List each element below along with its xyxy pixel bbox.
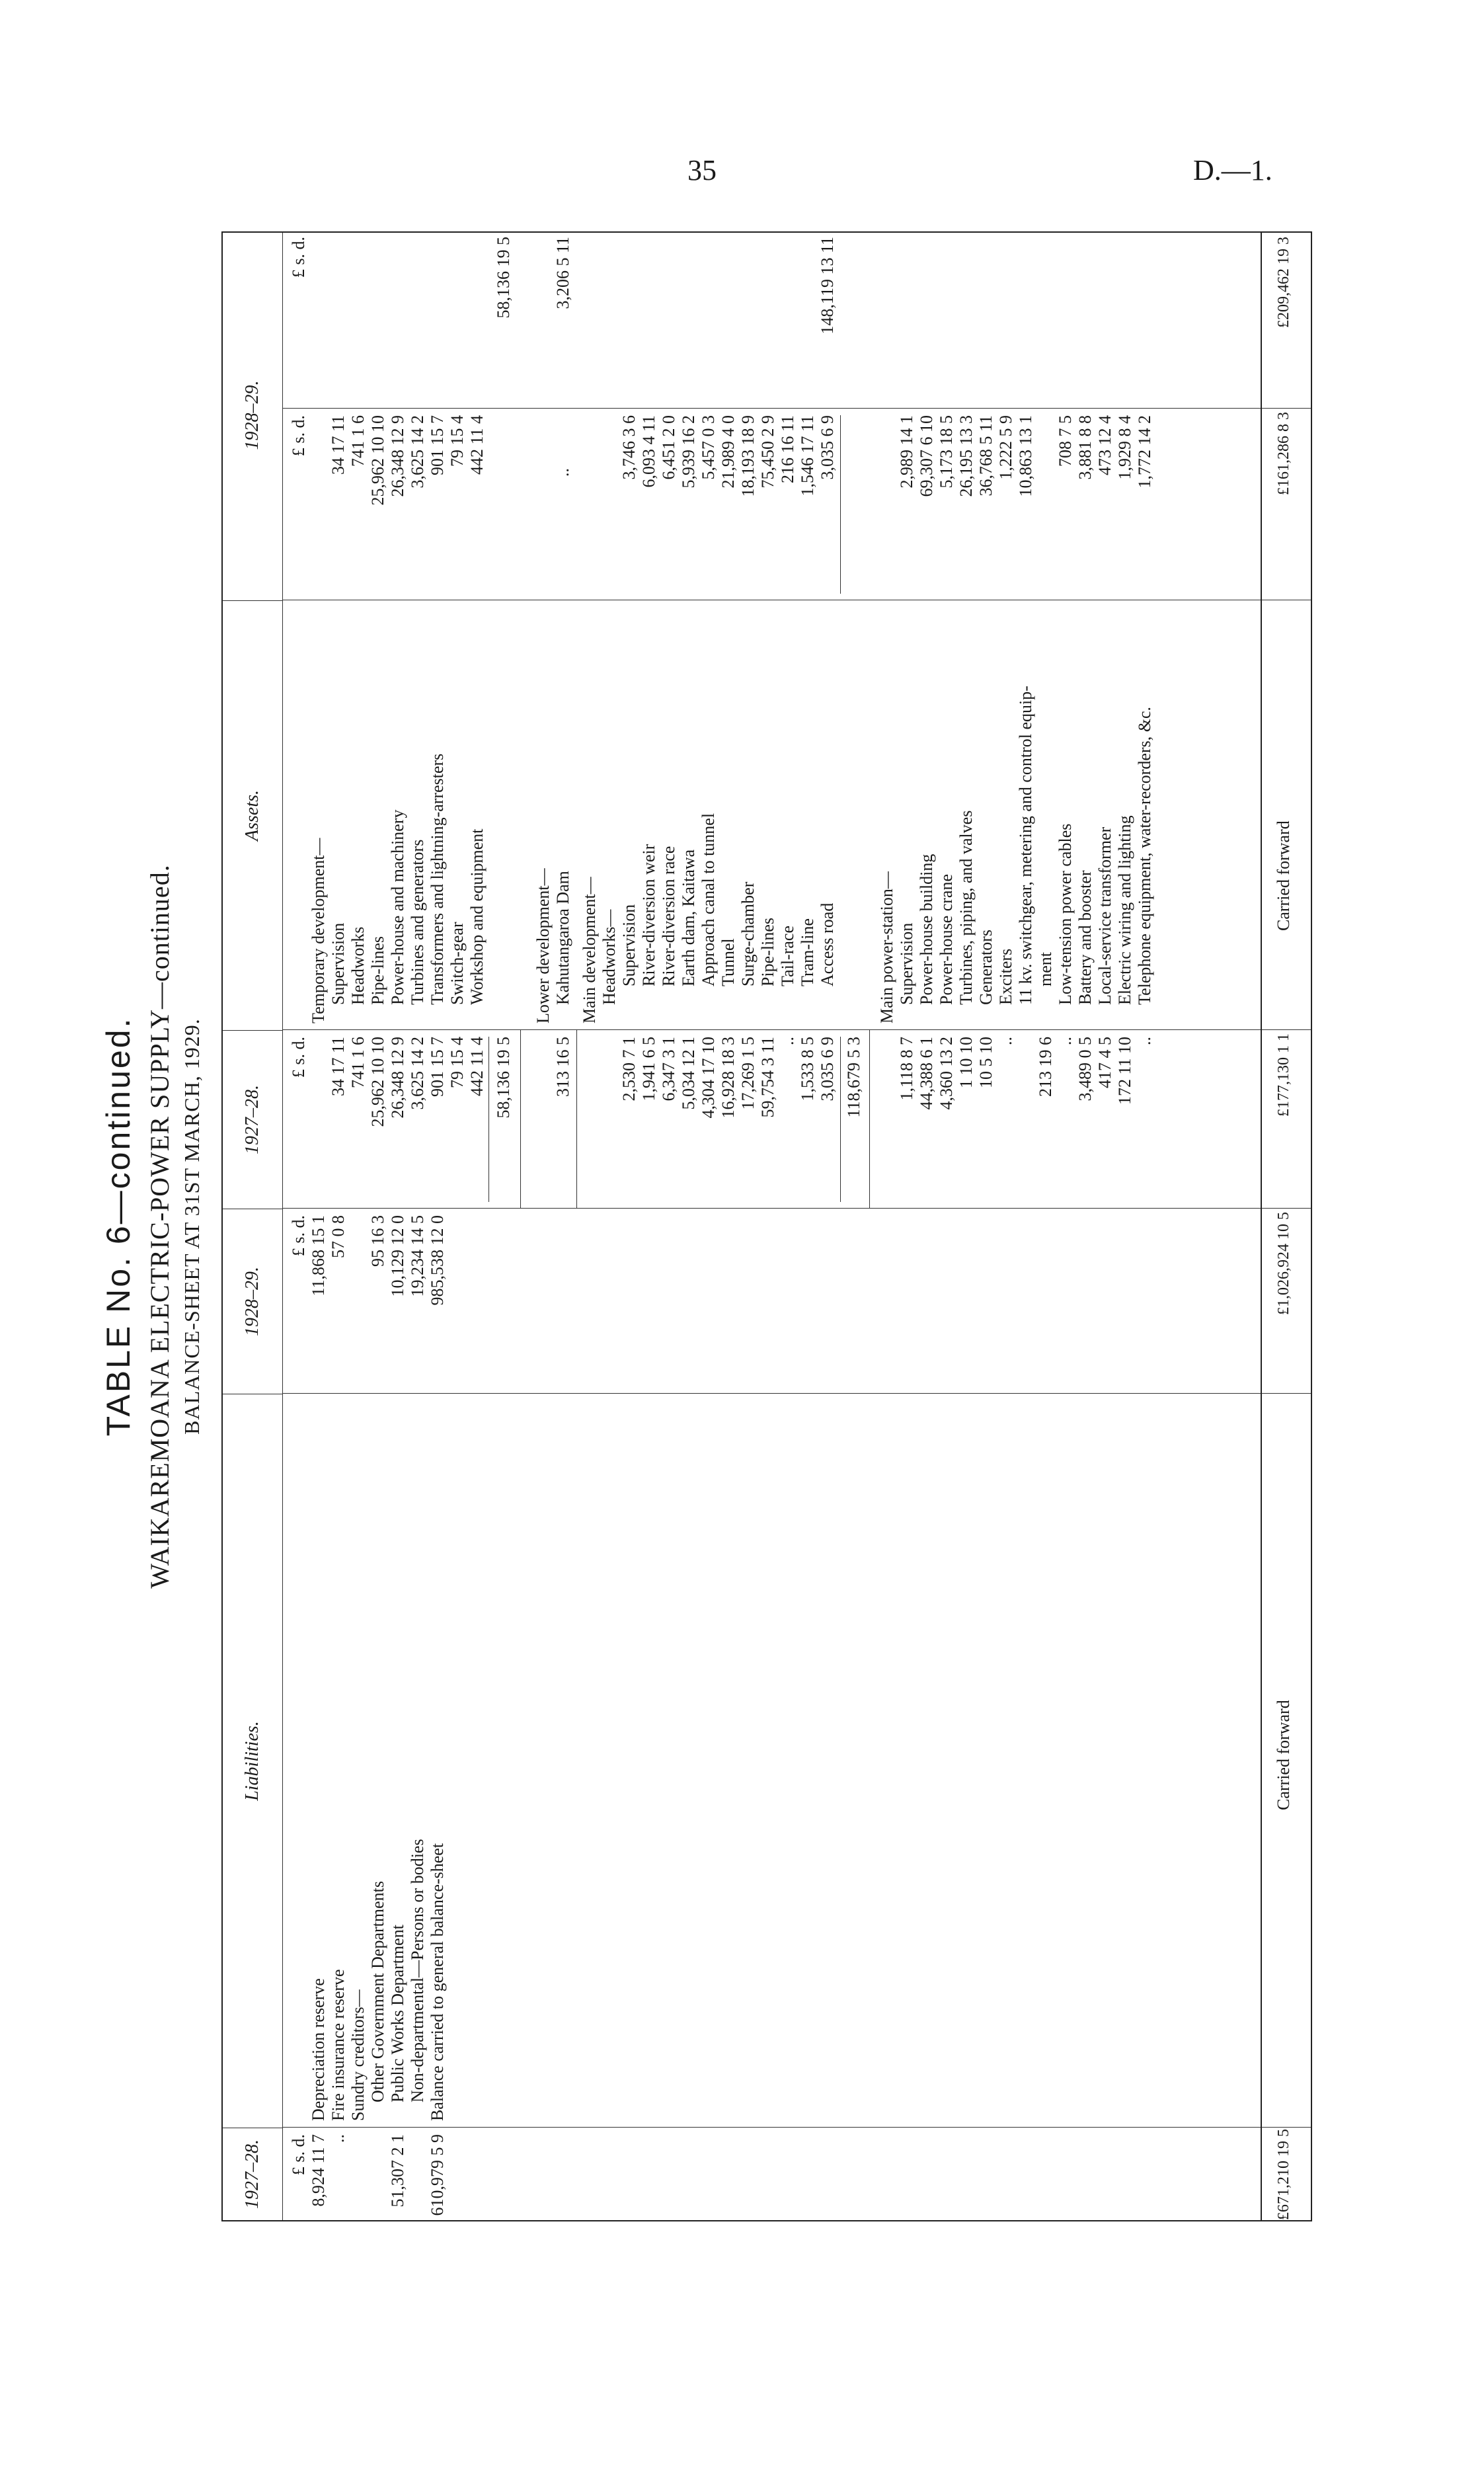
liability-1927: .. [329,2134,348,2143]
asset-1927: 44,388 6 1 [917,1037,936,1110]
subtotal-rule [840,415,841,594]
asset-1927: 213 19 6 [1036,1037,1055,1097]
section-rule [869,1030,870,1209]
asset-label: Battery and booster [1075,870,1095,1005]
header-liabilities: Liabilities. [223,1394,282,2128]
asset-1928: 3,035 6 9 [818,415,837,480]
section-rule [576,1030,577,1209]
asset-heading: Temporary development— [309,838,328,1023]
asset-1928: 1,772 14 2 [1135,415,1154,489]
asset-1928: 36,768 5 11 [976,415,996,497]
asset-1927: 4,304 17 10 [699,1037,718,1119]
asset-1928: 79 15 4 [448,415,467,467]
asset-1927: 26,348 12 9 [388,1037,407,1119]
asset-1928: 6,093 4 11 [639,415,658,488]
asset-label: Telephone equipment, water-recorders, &c. [1135,706,1154,1005]
liab-carried-forward-label: Carried forward [1274,1700,1293,1810]
asset-label: Supervision [329,922,348,1005]
liability-label: Other Government Departments [368,1880,387,2102]
asset-1928: 1,546 17 11 [798,415,817,497]
asset-label: Power-house crane [937,873,956,1005]
table-subtitle: WAIKAREMOANA ELECTRIC-POWER SUPPLY—continued. [145,864,175,1589]
asset-label: Electric wiring and lighting [1115,815,1134,1005]
lsd-label: £ s. d. [289,1037,308,1078]
page-number: 35 [687,154,717,186]
asset-label: Switch-gear [448,922,467,1005]
document-reference: D.—1. [1193,154,1272,186]
asset-1927: 442 11 4 [467,1037,487,1097]
column-divider [282,2127,1311,2128]
asset-1928: 26,348 12 9 [388,415,407,497]
lsd-label: £ s. d. [289,415,308,457]
column-divider [282,408,1311,409]
asset-1928: 18,193 18 9 [738,415,758,497]
asset-heading: Main development— [580,877,599,1023]
liability-1928: 10,129 12 0 [388,1215,407,1297]
liab-carried-1928: £1,026,924 10 5 [1275,1212,1292,1315]
asset-label: Supervision [619,904,639,986]
asset-1928: 5,457 0 3 [699,415,718,480]
asset-label: Pipe-lines [758,918,777,986]
liability-1928: 985,538 12 0 [428,1215,447,1306]
asset-label: 11 kv. switchgear, metering and control equip- [1016,686,1035,1005]
asset-1928: 3,625 14 2 [408,415,427,489]
asset-1928: 75,450 2 9 [758,415,777,489]
asset-1928: 741 1 6 [348,415,368,467]
lsd-label: £ s. d. [289,237,308,278]
asset-label: Tram-line [798,918,817,986]
asset-1928: 34 17 11 [329,415,348,475]
asset-1928: 5,173 18 5 [937,415,956,489]
asset-label: ment [1036,952,1055,986]
asset-1927: 34 17 11 [329,1037,348,1097]
subtotal-rule [840,1037,841,1202]
header-assets: Assets. [223,600,282,1030]
balance-sheet-date: BALANCE-SHEET AT 31ST MARCH, 1929. [180,1018,204,1435]
asset-1928: 3,746 3 6 [619,415,639,480]
asset-1927: 417 4 5 [1095,1037,1114,1088]
lower-1928-mid: .. [553,468,572,477]
asset-1927: 1,533 8 5 [798,1037,817,1101]
carried-forward-rule [1261,233,1262,2220]
asset-1928: 901 15 7 [428,415,447,475]
asset-1927: 59,754 3 11 [758,1037,777,1118]
asset-label: Surge-chamber [738,881,758,986]
liability-label: Sundry creditors— [348,1989,368,2121]
header-rule [282,233,283,2220]
asset-1927: .. [1135,1037,1154,1045]
asset-label: Tail-race [778,926,797,986]
asset-1927: 3,625 14 2 [408,1037,427,1110]
lsd-label: £ s. d. [289,1215,308,1257]
liability-1928: 95 16 3 [368,1215,387,1267]
asset-label: Local-service transformer [1095,826,1114,1005]
asset-label: Pipe-lines [368,936,387,1005]
lower-1928: 3,206 5 11 [553,237,572,309]
asset-1927: .. [1056,1037,1075,1045]
asset-1928: 3,881 8 8 [1075,415,1095,480]
asset-heading: Main power-station— [877,871,896,1023]
assets-carried-1928-sub: £161,286 8 3 [1275,412,1292,495]
asset-1928: 6,451 2 0 [659,415,678,480]
asset-1927: 1 10 10 [957,1037,976,1088]
asset-1927: 741 1 6 [348,1037,368,1088]
main-total-1927: 118,679 5 3 [844,1037,863,1118]
asset-1928: 2,989 14 1 [897,415,916,489]
asset-1927: 172 11 10 [1115,1037,1134,1105]
asset-1927: .. [996,1037,1015,1045]
asset-1927: .. [778,1037,797,1045]
asset-1928: 10,863 13 1 [1016,415,1035,497]
liability-1928: 19,234 14 5 [408,1215,427,1297]
subtotal-rule [488,1037,489,1202]
assets-carried-forward-label: Carried forward [1274,820,1293,931]
main-total-1928: 148,119 13 11 [818,237,837,335]
asset-label: Generators [976,929,996,1005]
liability-1928: 11,868 15 1 [309,1215,328,1297]
asset-1928: 25,962 10 10 [368,415,387,506]
lower-1927: 313 16 5 [553,1037,572,1097]
header-liab-1928: 1928–29. [223,1209,282,1394]
lsd-label: £ s. d. [289,2134,308,2176]
asset-1927: 5,034 12 1 [679,1037,698,1110]
asset-label: Earth dam, Kaitawa [679,849,698,986]
asset-1928: 69,307 6 10 [917,415,936,497]
asset-1927: 17,269 1 5 [738,1037,758,1110]
asset-1927: 1,118 8 7 [897,1037,916,1101]
asset-label: Tunnel [719,938,738,986]
asset-1927: 16,928 18 3 [719,1037,738,1119]
section-rule [520,1030,521,1209]
asset-1928: 1,222 5 9 [996,415,1015,480]
liability-label: Depreciation reserve [309,1978,328,2121]
asset-1928: 216 16 11 [778,415,797,484]
liability-label: Fire insurance reserve [329,1969,348,2121]
asset-1927: 1,941 6 5 [639,1037,658,1101]
liability-1927: 51,307 2 1 [388,2134,407,2208]
asset-label: Workshop and equipment [467,828,487,1005]
assets-carried-1927: £177,130 1 1 [1275,1033,1292,1117]
header-assets-1927: 1927–28. [223,1030,282,1209]
asset-label: Low-tension power cables [1056,823,1075,1005]
assets-carried-1928: £209,462 19 3 [1275,237,1292,328]
asset-1928: 1,929 8 4 [1115,415,1134,480]
asset-label: Power-house building [917,854,936,1005]
asset-1928: 21,989 4 0 [719,415,738,489]
header-assets-1928: 1928–29. [242,380,262,450]
asset-label: Power-house and machinery [388,809,407,1005]
asset-label: Approach canal to tunnel [699,813,718,986]
asset-label: Turbines, piping, and valves [957,810,976,1005]
column-divider [282,1029,1311,1030]
liability-1927: 610,979 5 9 [428,2134,447,2216]
asset-label: Kahutangaroa Dam [553,871,572,1005]
asset-subheading: Headworks— [600,909,619,1005]
asset-label: Supervision [897,922,916,1005]
asset-heading: Lower development— [533,868,553,1023]
liability-label: Non-departmental—Persons or bodies [408,1839,427,2102]
asset-1927: 4,360 13 2 [937,1037,956,1110]
rotated-balance-sheet [99,231,1315,2221]
asset-1927: 79 15 4 [448,1037,467,1088]
asset-label: Exciters [996,948,1015,1005]
asset-label: Turbines and generators [408,839,427,1005]
asset-1927: 3,035 6 9 [818,1037,837,1101]
liab-carried-1927: £671,210 19 5 [1275,2129,1292,2220]
asset-1927: 10 5 10 [976,1037,996,1088]
balance-sheet-table [221,231,1312,2221]
asset-label: River-diversion weir [639,844,658,986]
asset-1928: 26,195 13 3 [957,415,976,497]
liability-1928: 57 0 8 [329,1215,348,1258]
header-liab-1927: 1927–28. [223,2128,282,2220]
table-title: TABLE No. 6—continued. [100,1016,137,1437]
asset-1927: 6,347 3 1 [659,1037,678,1101]
temporary-total-1927: 58,136 19 5 [494,1037,513,1119]
temporary-total-1928: 58,136 19 5 [494,237,513,319]
asset-1927: 2,530 7 1 [619,1037,639,1101]
asset-1927: 3,489 0 5 [1075,1037,1095,1101]
asset-1928: 442 11 4 [467,415,487,475]
asset-1927: 25,962 10 10 [368,1037,387,1127]
asset-1928: 708 7 5 [1056,415,1075,467]
asset-1928: 473 12 4 [1095,415,1114,475]
liability-label: Public Works Department [388,1925,407,2102]
asset-label: River-diversion race [659,846,678,986]
asset-1928: 5,939 16 2 [679,415,698,489]
asset-label: Headworks [348,926,368,1005]
asset-1927: 901 15 7 [428,1037,447,1097]
asset-label: Transformers and lightning-arresters [428,753,447,1005]
liability-1927: 8,924 11 7 [309,2134,328,2207]
liability-label: Balance carried to general balance-sheet [428,1843,447,2121]
asset-label: Access road [818,902,837,986]
